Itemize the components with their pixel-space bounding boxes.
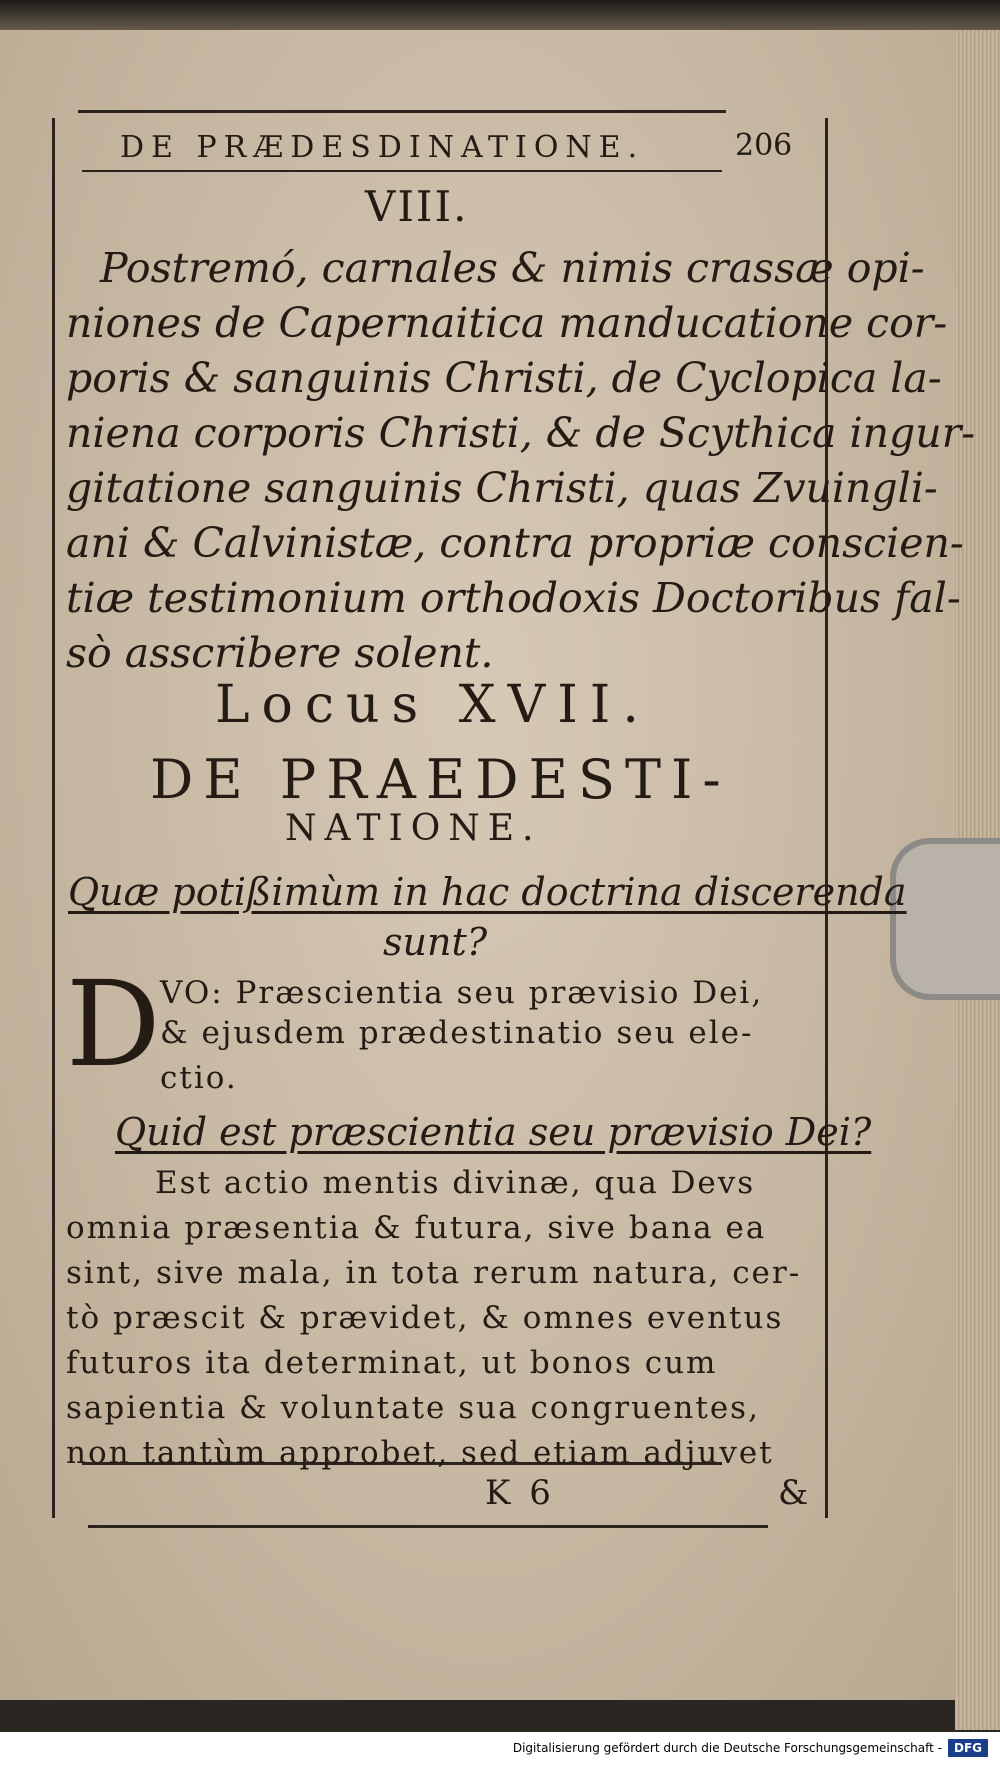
answer-line: tò præscit & prævidet, & omnes eventus bbox=[66, 1300, 784, 1336]
paragraph-line: niones de Capernaitica manducatione cor- bbox=[66, 299, 948, 347]
running-head: DE PRÆDESDINATIONE. bbox=[120, 130, 645, 165]
answer-line: non tantùm approbet, sed etiam adjuvet bbox=[66, 1435, 774, 1471]
paragraph-line: niena corporis Christi, & de Scythica ingur- bbox=[66, 409, 976, 457]
answer-line: omnia præsentia & futura, sive bana ea bbox=[66, 1210, 767, 1246]
chapter-title-continued: NATIONE. bbox=[285, 808, 542, 849]
answer-line: VO: Præscientia seu prævisio Dei, bbox=[160, 975, 764, 1011]
signature-mark: K 6 bbox=[485, 1473, 555, 1513]
book-clasp bbox=[890, 838, 1000, 1000]
drop-cap: D bbox=[66, 955, 161, 1093]
lower-rule bbox=[88, 1525, 768, 1528]
answer-line: & ejusdem prædestinatio seu ele- bbox=[160, 1015, 754, 1051]
question-heading: Quid est præscientia seu prævisio Dei? bbox=[115, 1110, 872, 1154]
dfg-logo: DFG bbox=[948, 1739, 988, 1757]
paragraph-line: tiæ testimonium orthodoxis Doctoribus fal- bbox=[66, 574, 961, 622]
answer-line: Est actio mentis divinæ, qua Devs bbox=[155, 1165, 756, 1201]
paragraph-line: gitatione sanguinis Christi, quas Zvuingli- bbox=[66, 464, 938, 512]
head-rule bbox=[82, 170, 722, 172]
answer-line: ctio. bbox=[160, 1060, 238, 1096]
catchword: & bbox=[778, 1473, 809, 1513]
question-heading-continued: sunt? bbox=[383, 920, 488, 964]
answer-line: futuros ita determinat, ut bonos cum bbox=[66, 1345, 718, 1381]
paragraph-line: poris & sanguinis Christi, de Cyclopica la- bbox=[66, 354, 942, 402]
answer-line: sint, sive mala, in tota rerum natura, cer- bbox=[66, 1255, 802, 1291]
page-number: 206 bbox=[735, 128, 793, 163]
section-number: VIII. bbox=[365, 182, 469, 231]
question-heading: Quæ potißimùm in hac doctrina discerenda bbox=[68, 870, 907, 914]
paragraph-line: ani & Calvinistæ, contra propriæ conscien- bbox=[66, 519, 964, 567]
locus-heading: Locus XVII. bbox=[215, 675, 651, 735]
paragraph-line: sò asscribere solent. bbox=[66, 629, 494, 677]
answer-line: sapientia & voluntate sua congruentes, bbox=[66, 1390, 760, 1426]
top-rule bbox=[78, 110, 726, 113]
footer-credit: Digitalisierung gefördert durch die Deutsche Forschungsgemeinschaft - bbox=[512, 1741, 942, 1755]
paragraph-line: Postremó, carnales & nimis crassæ opi- bbox=[100, 244, 925, 292]
chapter-title: DE PRAEDESTI- bbox=[150, 748, 731, 811]
